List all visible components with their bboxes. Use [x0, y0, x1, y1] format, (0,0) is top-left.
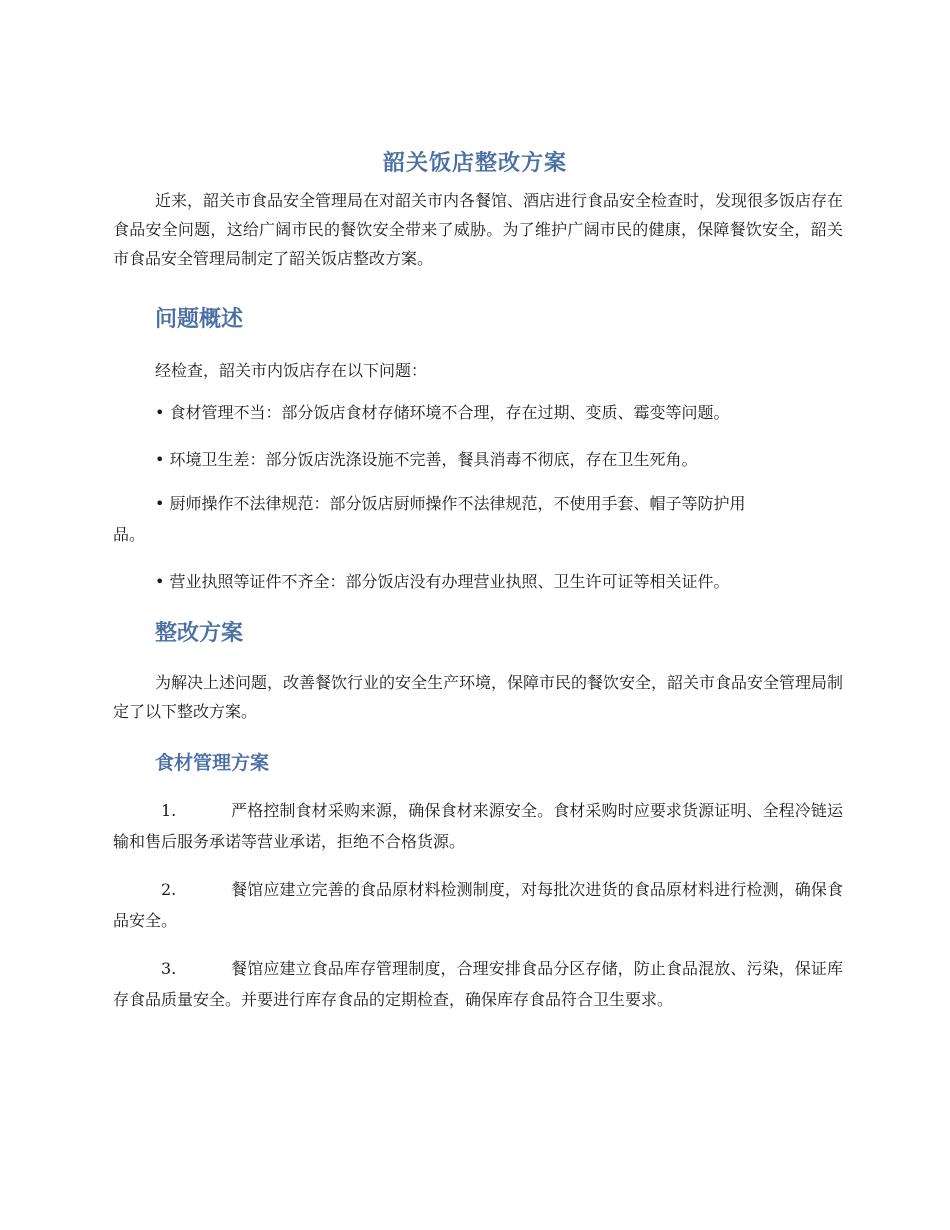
plan-lead: 为解决上述问题，改善餐饮行业的安全生产环境，保障市民的餐饮安全，韶关市食品安全管理局制定了以下整改方案。 — [113, 673, 844, 721]
plan-item-number: 3. — [161, 959, 177, 978]
problem-bullet-4: • 营业执照等证件不齐全：部分饭店没有办理营业执照、卫生许可证等相关证件。 — [155, 572, 730, 591]
problem-bullet-3: • 厨师操作不法律规范：部分饭店厨师操作不法律规范，不使用手套、帽子等防护用 — [155, 494, 746, 513]
problem-bullet-3-tail: 品。 — [113, 525, 146, 544]
plan-item-1 — [113, 795, 843, 857]
intro-paragraph: 近来，韶关市食品安全管理局在对韶关市内各餐馆、酒店进行食品安全检查时，发现很多饭店存在食品安全问题，这给广阔市民的餐饮安全带来了威胁。为了维护广阔市民的健康，保障餐饮安全，韶关市食品安全管理局制定了韶关饭店整改方案。 — [113, 191, 844, 268]
plan-item-number: 1. — [161, 801, 177, 820]
section-heading-food-management: 食材管理方案 — [155, 752, 270, 774]
problem-bullet-2: • 环境卫生差：部分饭店洗涤设施不完善，餐具消毒不彻底，存在卫生死角。 — [155, 450, 698, 469]
plan-item-3 — [113, 953, 843, 1015]
plan-item-number: 2. — [161, 880, 177, 899]
problem-bullet-1: • 食材管理不当：部分饭店食材存储环境不合理，存在过期、变质、霉变等问题。 — [155, 403, 730, 422]
plan-item-2 — [113, 874, 843, 936]
plan-item-text: 餐馆应建立食品库存管理制度，合理安排食品分区存储，防止食品混放、污染，保证库存食品质量安全。并要进行库存食品的定期检查，确保库存食品符合卫生要求。 — [113, 959, 843, 1009]
plan-item-text: 严格控制食材采购来源，确保食材来源安全。食材采购时应要求货源证明、全程冷链运输和售后服务承诺等营业承诺，拒绝不合格货源。 — [113, 801, 843, 851]
plan-item-text: 餐馆应建立完善的食品原材料检测制度，对每批次进货的食品原材料进行检测，确保食品安全。 — [113, 880, 843, 930]
section-heading-problems: 问题概述 — [155, 307, 244, 332]
problems-lead: 经检查，韶关市内饭店存在以下问题： — [155, 361, 428, 380]
section-heading-plan: 整改方案 — [155, 621, 244, 646]
document-title: 韶关饭店整改方案 — [382, 151, 567, 176]
